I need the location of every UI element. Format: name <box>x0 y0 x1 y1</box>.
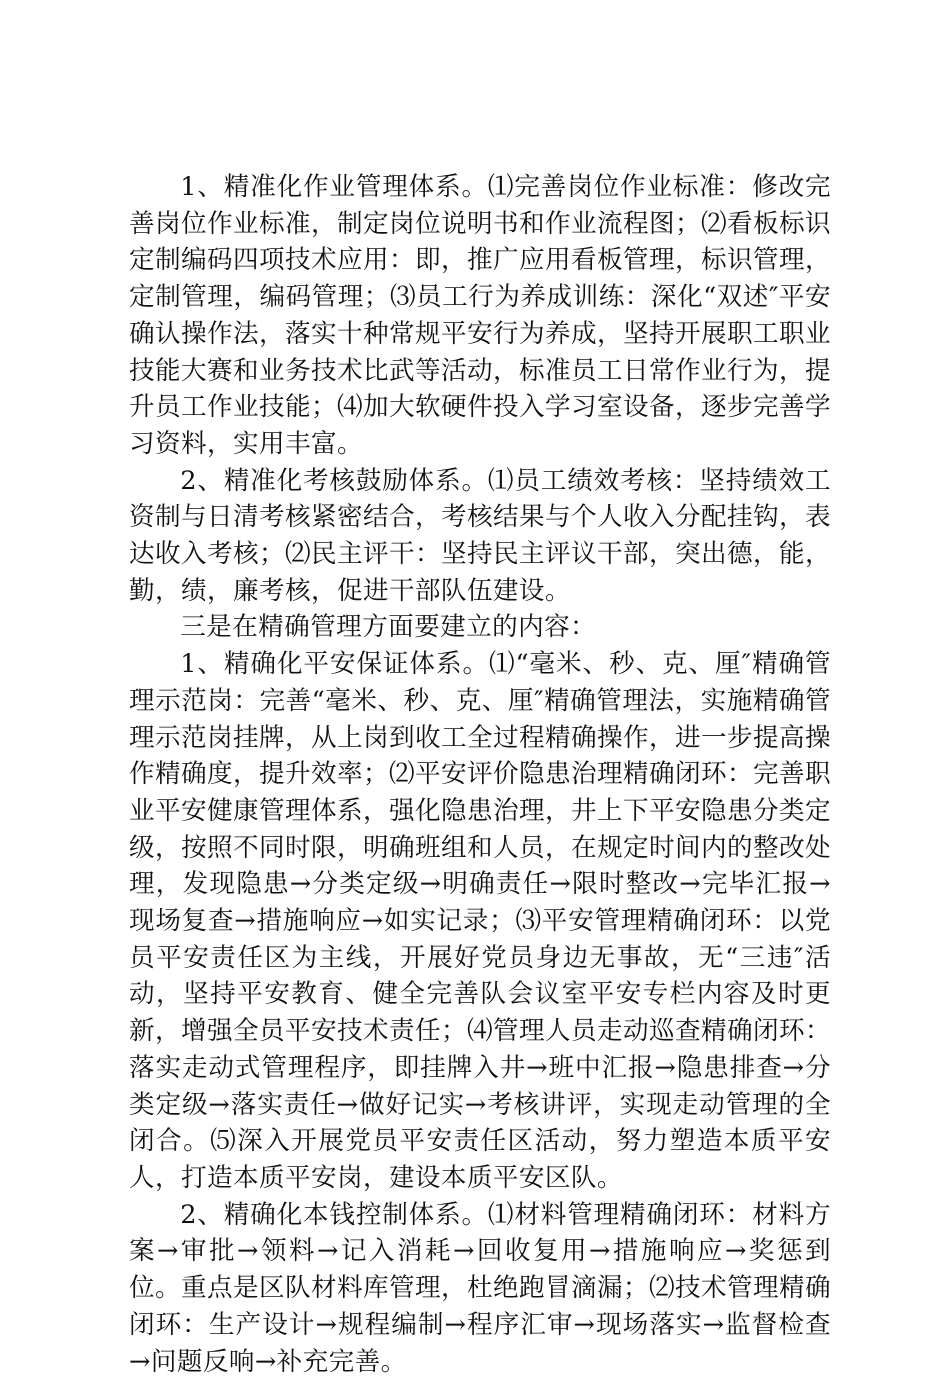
paragraph-precision-assessment-system: 2、精准化考核鼓励体系。⑴员工绩效考核：坚持绩效工资制与日清考核紧密结合，考核结果与个人收入分配挂钩，表达收入考核；⑵民主评干：坚持民主评议干部，突出德，能，勤，绩，廉考核，促进干部队伍建设。 <box>129 465 831 606</box>
paragraph-precise-management-heading: 三是在精确管理方面要建立的内容： <box>180 612 597 643</box>
document-body <box>129 169 831 1380</box>
paragraph-precise-cost-control-system: 2、精确化本钱控制体系。⑴材料管理精确闭环：材料方案→审批→领料→记入消耗→回收复用→措施响应→奖惩到位。重点是区队材料库管理，杜绝跑冒滴漏；⑵技术管理精确闭环：生产设计→规程编制→程序汇审→现场落实→监督检查→问题反响→补充完善。 <box>129 1199 831 1377</box>
paragraph-precise-safety-system: 1、精确化平安保证体系。⑴“毫米、秒、克、厘″精确管理示范岗：完善“毫米、秒、克、厘″精确管理法，实施精确管理示范岗挂牌，从上岗到收工全过程精确操作，进一步提高操作精确度，提升效率；⑵平安评价隐患治理精确闭环：完善职业平安健康管理体系，强化隐患治理，井上下平安隐患分类定级，按照不同时限，明确班组和人员，在规定时间内的整改处理，发现隐患→分类定级→明确责任→限时整改→完毕汇报→现场复查→措施响应→如实记录；⑶平安管理精确闭环：以党员平安责任区为主线，开展好党员身边无事故，无“三违″活动，坚持平安教育、健全完善队会议室平安专栏内容及时更新，增强全员平安技术责任；⑷管理人员走动巡查精确闭环：落实走动式管理程序，即挂牌入井→班中汇报→隐患排查→分类定级→落实责任→做好记实→考核讲评，实现走动管理的全闭合。⑸深入开展党员平安责任区活动，努力塑造本质平安人，打造本质平安岗，建设本质平安区队。 <box>129 649 831 1193</box>
paragraph-precision-work-system: 1、精准化作业管理体系。⑴完善岗位作业标准：修改完善岗位作业标准，制定岗位说明书和作业流程图；⑵看板标识定制编码四项技术应用：即，推广应用看板管理，标识管理，定制管理，编码管理；⑶员工行为养成训练：深化“双述″平安确认操作法，落实十种常规平安行为养成，坚持开展职工职业技能大赛和业务技术比武等活动，标准员工日常作业行为，提升员工作业技能；⑷加大软硬件投入学习室设备，逐步完善学习资料，实用丰富。 <box>129 172 831 459</box>
